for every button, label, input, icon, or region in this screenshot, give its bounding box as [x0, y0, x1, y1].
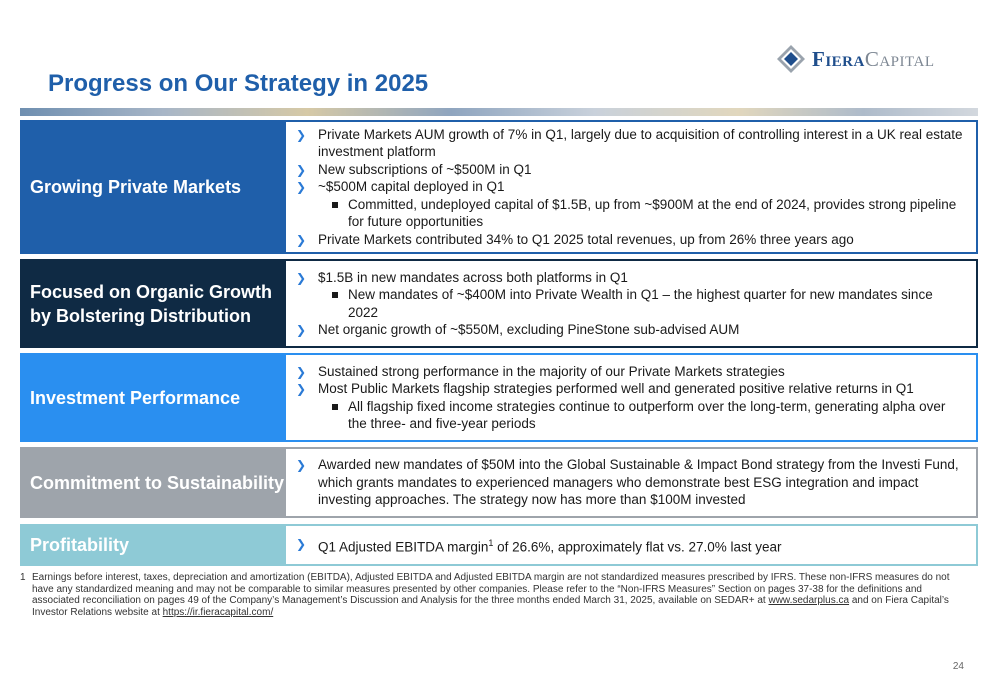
fiera-capital-logo [776, 42, 966, 76]
row-body [286, 447, 978, 518]
row-label [20, 120, 286, 254]
strategy-row-profitability [20, 524, 978, 566]
logo-wordmark: FieraCapital [812, 46, 935, 71]
list-item: ❯ ~$500M capital deployed in Q1 [286, 178, 976, 196]
arrow-bullet-icon: ❯ [296, 364, 307, 379]
row-body [286, 524, 978, 566]
sedarplus-link[interactable]: www.sedarplus.ca [768, 595, 850, 606]
square-bullet-icon [332, 202, 338, 208]
row-body [286, 353, 978, 442]
row-label-text: Commitment to Sustainability [30, 472, 285, 493]
row-label-text: Growing Private Markets [30, 177, 242, 197]
arrow-bullet-icon: ❯ [296, 180, 307, 195]
arrow-bullet-icon: ❯ [296, 382, 307, 396]
row-label [20, 259, 286, 348]
row-label-text: Profitability [30, 535, 130, 555]
strategy-row-sustainability [20, 447, 978, 518]
arrow-bullet-icon: ❯ [296, 232, 307, 247]
square-bullet-icon [332, 404, 338, 410]
arrow-bullet-icon: ❯ [296, 323, 307, 337]
list-item: ❯ $1.5B in new mandates across both platforms in Q1 [286, 269, 976, 287]
sub-list-item: New mandates of ~$400M into Private Wealth in Q1 – the highest quarter for new mandates since 2022 [286, 286, 976, 321]
footnote-number: 1 [20, 572, 26, 583]
arrow-bullet-icon: ❯ [296, 536, 307, 551]
list-item: ❯ New subscriptions of ~$500M in Q1 [286, 161, 976, 179]
strategy-row-private-markets [20, 120, 978, 254]
strategy-row-organic-growth [20, 259, 978, 348]
list-item: ❯ Net organic growth of ~$550M, excluding PineStone sub-advised AUM [286, 321, 976, 339]
row-label [20, 524, 286, 566]
investor-relations-link[interactable]: https://ir.fieracapital.com/ [162, 606, 274, 618]
fiera-diamond-icon [776, 44, 806, 74]
row-label-text: Focused on Organic Growth by Bolstering Distribution [30, 281, 273, 326]
list-item: ❯ Q1 Adjusted EBITDA margin$^1$ of 26.6%, approximately flat vs. 27.0% last year [296, 536, 782, 554]
strategy-row-investment-performance [20, 353, 978, 442]
list-item: ❯ Sustained strong performance in the majority of our Private Markets strategies [286, 363, 976, 381]
arrow-bullet-icon: ❯ [296, 127, 307, 142]
footnote-text: Earnings before interest, taxes, depreciation and amortization (EBITDA), Adjusted EBITDA and Adjusted EBITDA margin are not standardized measures prescribed by IFRS. These non-IFRS measures do not have any standardized meaning and may not be comparable to similar measures presented by other companies. Please refer to the “Non-IFRS Measures” Section on pages 37-38 for the definitions and associated reconciliation on pages 49 of the Company’s Management’s Discussion and Analysis for the three months ended March 31, 2025, available on SEDAR+ at www.sedarplus.ca and on Fiera Capital’s Investor Relations website at https://ir.fieracapital.com/ [32, 572, 950, 618]
arrow-bullet-icon: ❯ [296, 162, 307, 177]
footnote-marker: 1 [488, 537, 494, 548]
decorative-banner-strip [20, 108, 978, 116]
arrow-bullet-icon: ❯ [296, 270, 307, 285]
footnote [20, 572, 960, 618]
list-item: ❯ Awarded new mandates of $50M into the Global Sustainable & Impact Bond strategy from the Investi Fund, which grants mandates to experienced managers who demonstrate best ESG integration and impact investing approaches. The strategy now has more than $100M invested [296, 457, 959, 508]
row-label-text: Investment Performance [30, 387, 241, 408]
arrow-bullet-icon: ❯ [296, 458, 307, 473]
list-item: ❯ Private Markets AUM growth of 7% in Q1, largely due to acquisition of controlling interest in a UK real estate investment platform [296, 126, 963, 160]
row-label [20, 447, 286, 518]
row-body [286, 120, 978, 254]
list-item: ❯ Private Markets contributed 34% to Q1 2025 total revenues, up from 26% three years ago [286, 231, 976, 249]
row-body [286, 259, 978, 348]
sub-list-item: Committed, undeployed capital of $1.5B, up from ~$900M at the end of 2024, provides strong pipeline for future opportunities [286, 196, 976, 231]
page-number: 24 [952, 661, 964, 672]
square-bullet-icon [332, 292, 338, 298]
page-title: Progress on Our Strategy in 2025 [48, 70, 429, 97]
sub-list-item: All flagship fixed income strategies continue to outperform over the long-term, generating alpha over the three- and five-year periods [286, 398, 976, 433]
list-item: ❯ Most Public Markets flagship strategies performed well and generated positive relative returns in Q1 [286, 380, 976, 398]
row-label [20, 353, 286, 442]
